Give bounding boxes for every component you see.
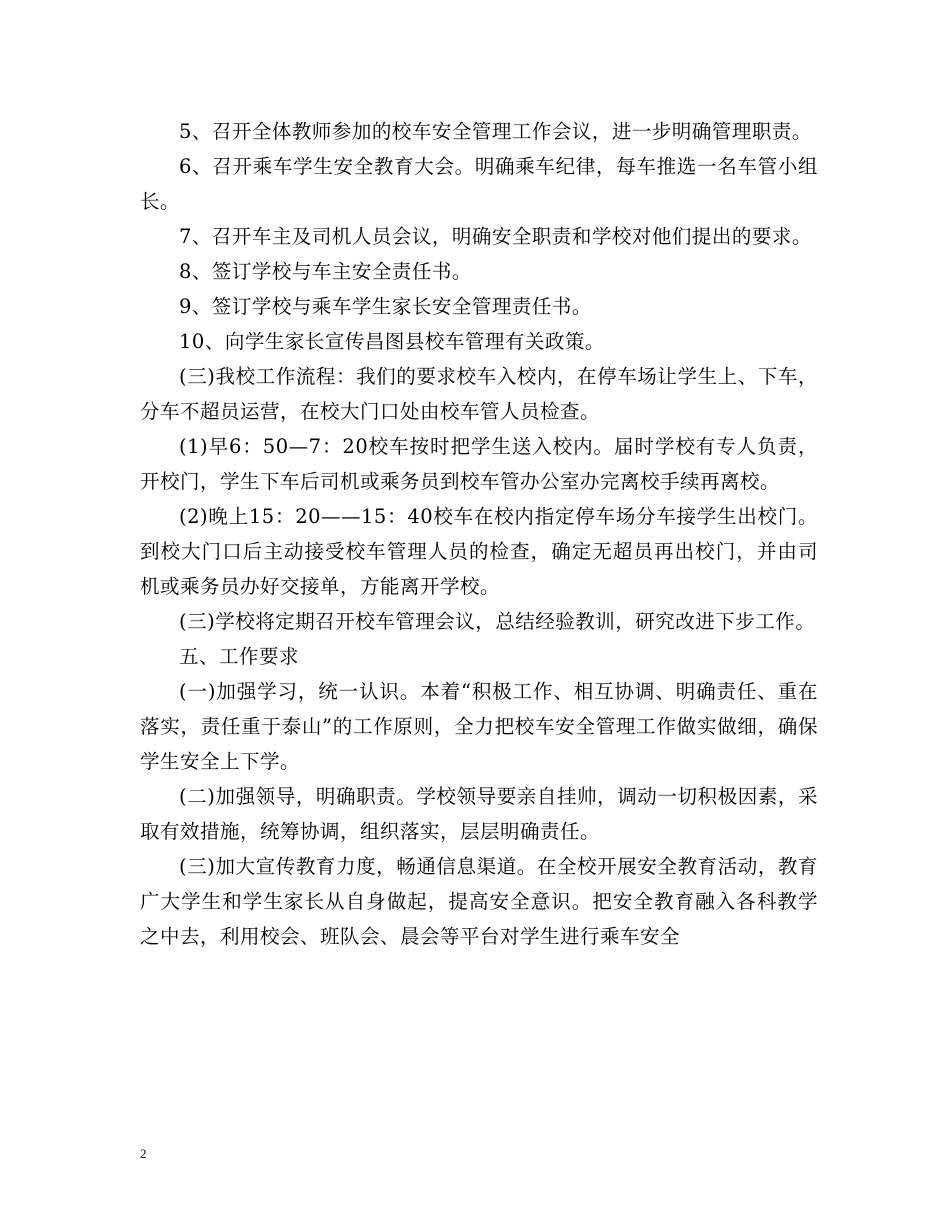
paragraph: 5、召开全体教师参加的校车安全管理工作会议，进一步明确管理职责。 xyxy=(179,120,812,143)
paragraph: (三)我校工作流程：我们的要求校车入校内，在停车场让学生上、下车，分车不超员运营，在校大门口处由校车管人员检查。 xyxy=(140,365,818,423)
paragraph: 9、签订学校与乘车学生家长安全管理责任书。 xyxy=(179,295,592,318)
paragraph: (二)加强领导，明确职责。学校领导要亲自挂帅，调动一切积极因素，采取有效措施，统筹协调，组织落实，层层明确责任。 xyxy=(140,785,818,843)
paragraph: (三)加大宣传教育力度，畅通信息渠道。在全校开展安全教育活动，教育广大学生和学生家长从自身做起，提高安全意识。把安全教育融入各科教学之中去，利用校会、班队会、晨会等平台对学生进行乘车安全 xyxy=(140,855,818,948)
paragraph: (1)早6：50—7：20校车按时把学生送入校内。届时学校有专人负责，开校门，学生下车后司机或乘务员到校车管办公室办完离校手续再离校。 xyxy=(140,435,818,493)
body-text xyxy=(140,114,818,954)
paragraph: 6、召开乘车学生安全教育大会。明确乘车纪律，每车推选一名车管小组长。 xyxy=(140,155,818,213)
section-heading: 五、工作要求 xyxy=(179,645,300,668)
paragraph: 10、向学生家长宣传昌图县校车管理有关政策。 xyxy=(179,330,605,353)
paragraph: 8、签订学校与车主安全责任书。 xyxy=(179,260,472,283)
paragraph: (2)晚上15：20——15：40校车在校内指定停车场分车接学生出校门。到校大门口后主动接受校车管理人员的检查，确定无超员再出校门，并由司机或乘务员办好交接单，方能离开学校。 xyxy=(140,505,818,598)
paragraph: (一)加强学习，统一认识。本着“积极工作、相互协调、明确责任、重在落实，责任重于泰山”的工作原则，全力把校车安全管理工作做实做细，确保学生安全上下学。 xyxy=(140,680,818,773)
page-number: 2 xyxy=(140,1146,147,1161)
paragraph: (三)学校将定期召开校车管理会议，总结经验教训，研究改进下步工作。 xyxy=(179,610,816,633)
paragraph: 7、召开车主及司机人员会议，明确安全职责和学校对他们提出的要求。 xyxy=(179,225,812,248)
